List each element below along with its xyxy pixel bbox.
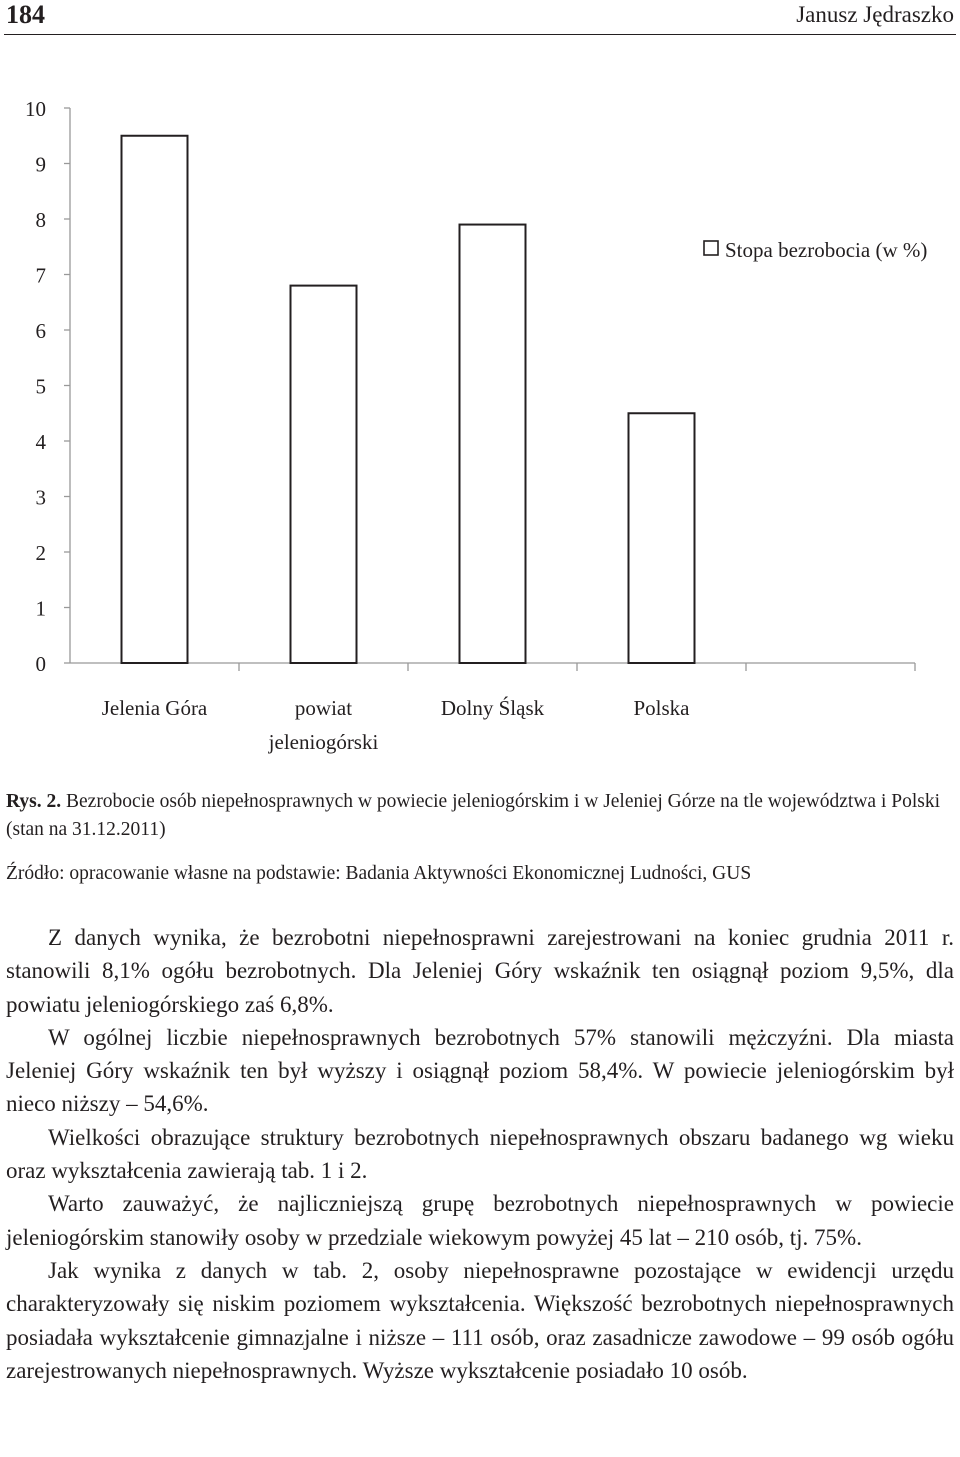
paragraph: Z danych wynika, że bezrobotni niepełnosprawni zarejestrowani na koniec grudnia 2011 r. stanowili 8,1% ogółu bezrobotnych. Dla Jeleniej Góry wskaźnik ten osiągnął poziom 9,5%, dla powiatu jeleniogórskiego zaś 6,8%. <box>6 925 954 1017</box>
figure-label: Rys. 2. <box>6 791 62 812</box>
figure-caption-text: Bezrobocie osób niepełnosprawnych w powiecie jeleniogórskim i w Jeleniej Górze na tle województwa i Polski (stan na 31.12.2011) <box>6 791 941 840</box>
y-tick-label: 10 <box>25 97 46 121</box>
y-tick-label: 1 <box>35 596 46 621</box>
y-tick-label: 7 <box>35 263 46 288</box>
category-labels <box>102 696 690 754</box>
y-tick-label: 0 <box>35 652 46 676</box>
y-tick-label: 6 <box>35 319 46 343</box>
paragraph: Wielkości obrazujące struktury bezrobotnych niepełnosprawnych obszaru badanego wg wieku oraz wykształcenia zawierają tab. 1 i 2. <box>6 1124 954 1184</box>
legend-swatch <box>704 241 718 255</box>
paragraph: Jak wynika z danych w tab. 2, osoby niepełnosprawne pozostające w ewidencji urzędu charakteryzowały się niskim poziomem wykształcenia. Większość bezrobotnych niepełnosprawnych posiadała wykształcenie gimnazjalne i niższe – 111 osób, oraz zasadnicze zawodowe – 99 osób ogółu zarejestrowanych niepełnosprawnych. Wyższe wykształcenie posiadało 10 osób. <box>6 1257 954 1383</box>
figure-source: Źródło: opracowanie własne na podstawie: Badania Aktywności Ekonomicznej Ludności, GUS <box>6 863 752 884</box>
x-tick-label: powiat <box>294 696 353 720</box>
y-tick-label: 3 <box>35 485 46 510</box>
y-tick-label: 9 <box>35 152 46 177</box>
y-tick-label: 8 <box>35 208 46 232</box>
x-tick-label: jeleniogórski <box>268 730 379 754</box>
page-number: 184 <box>6 0 45 29</box>
running-head <box>0 0 960 36</box>
legend <box>704 238 927 262</box>
y-tick-label: 4 <box>35 430 46 454</box>
body-text <box>6 921 954 1387</box>
legend-label: Stopa bezrobocia (w %) <box>725 238 928 262</box>
bars <box>122 136 695 663</box>
paragraph: W ogólnej liczbie niepełnosprawnych bezrobotnych 57% stanowili mężczyźni. Dla miasta Jeleniej Góry wskaźnik ten był wyższy i osiągnął poziom 58,4%. W powiecie jeleniogórskim był nieco niższy – 54,6%. <box>6 1024 954 1117</box>
x-axis <box>70 663 915 671</box>
bar <box>122 136 188 663</box>
y-tick-label: 2 <box>35 541 46 565</box>
x-tick-label: Polska <box>633 696 690 720</box>
bar <box>291 286 357 663</box>
paragraph: Warto zauważyć, że najliczniejszą grupę bezrobotnych niepełnosprawnych w powiecie jeleniogórskim stanowiły osoby w przedziale wiekowym powyżej 45 lat – 210 osób, tj. 75%. <box>6 1191 954 1250</box>
y-axis <box>25 97 70 676</box>
bar-chart <box>0 60 960 770</box>
figure-caption <box>6 788 954 844</box>
x-tick-label: Dolny Śląsk <box>440 696 545 720</box>
x-tick-label: Jelenia Góra <box>101 696 208 720</box>
y-tick-label: 5 <box>35 374 46 399</box>
bar <box>629 413 695 663</box>
running-head-author: Janusz Jędraszko <box>796 2 954 27</box>
bar <box>460 225 526 663</box>
header-rule <box>4 34 956 35</box>
